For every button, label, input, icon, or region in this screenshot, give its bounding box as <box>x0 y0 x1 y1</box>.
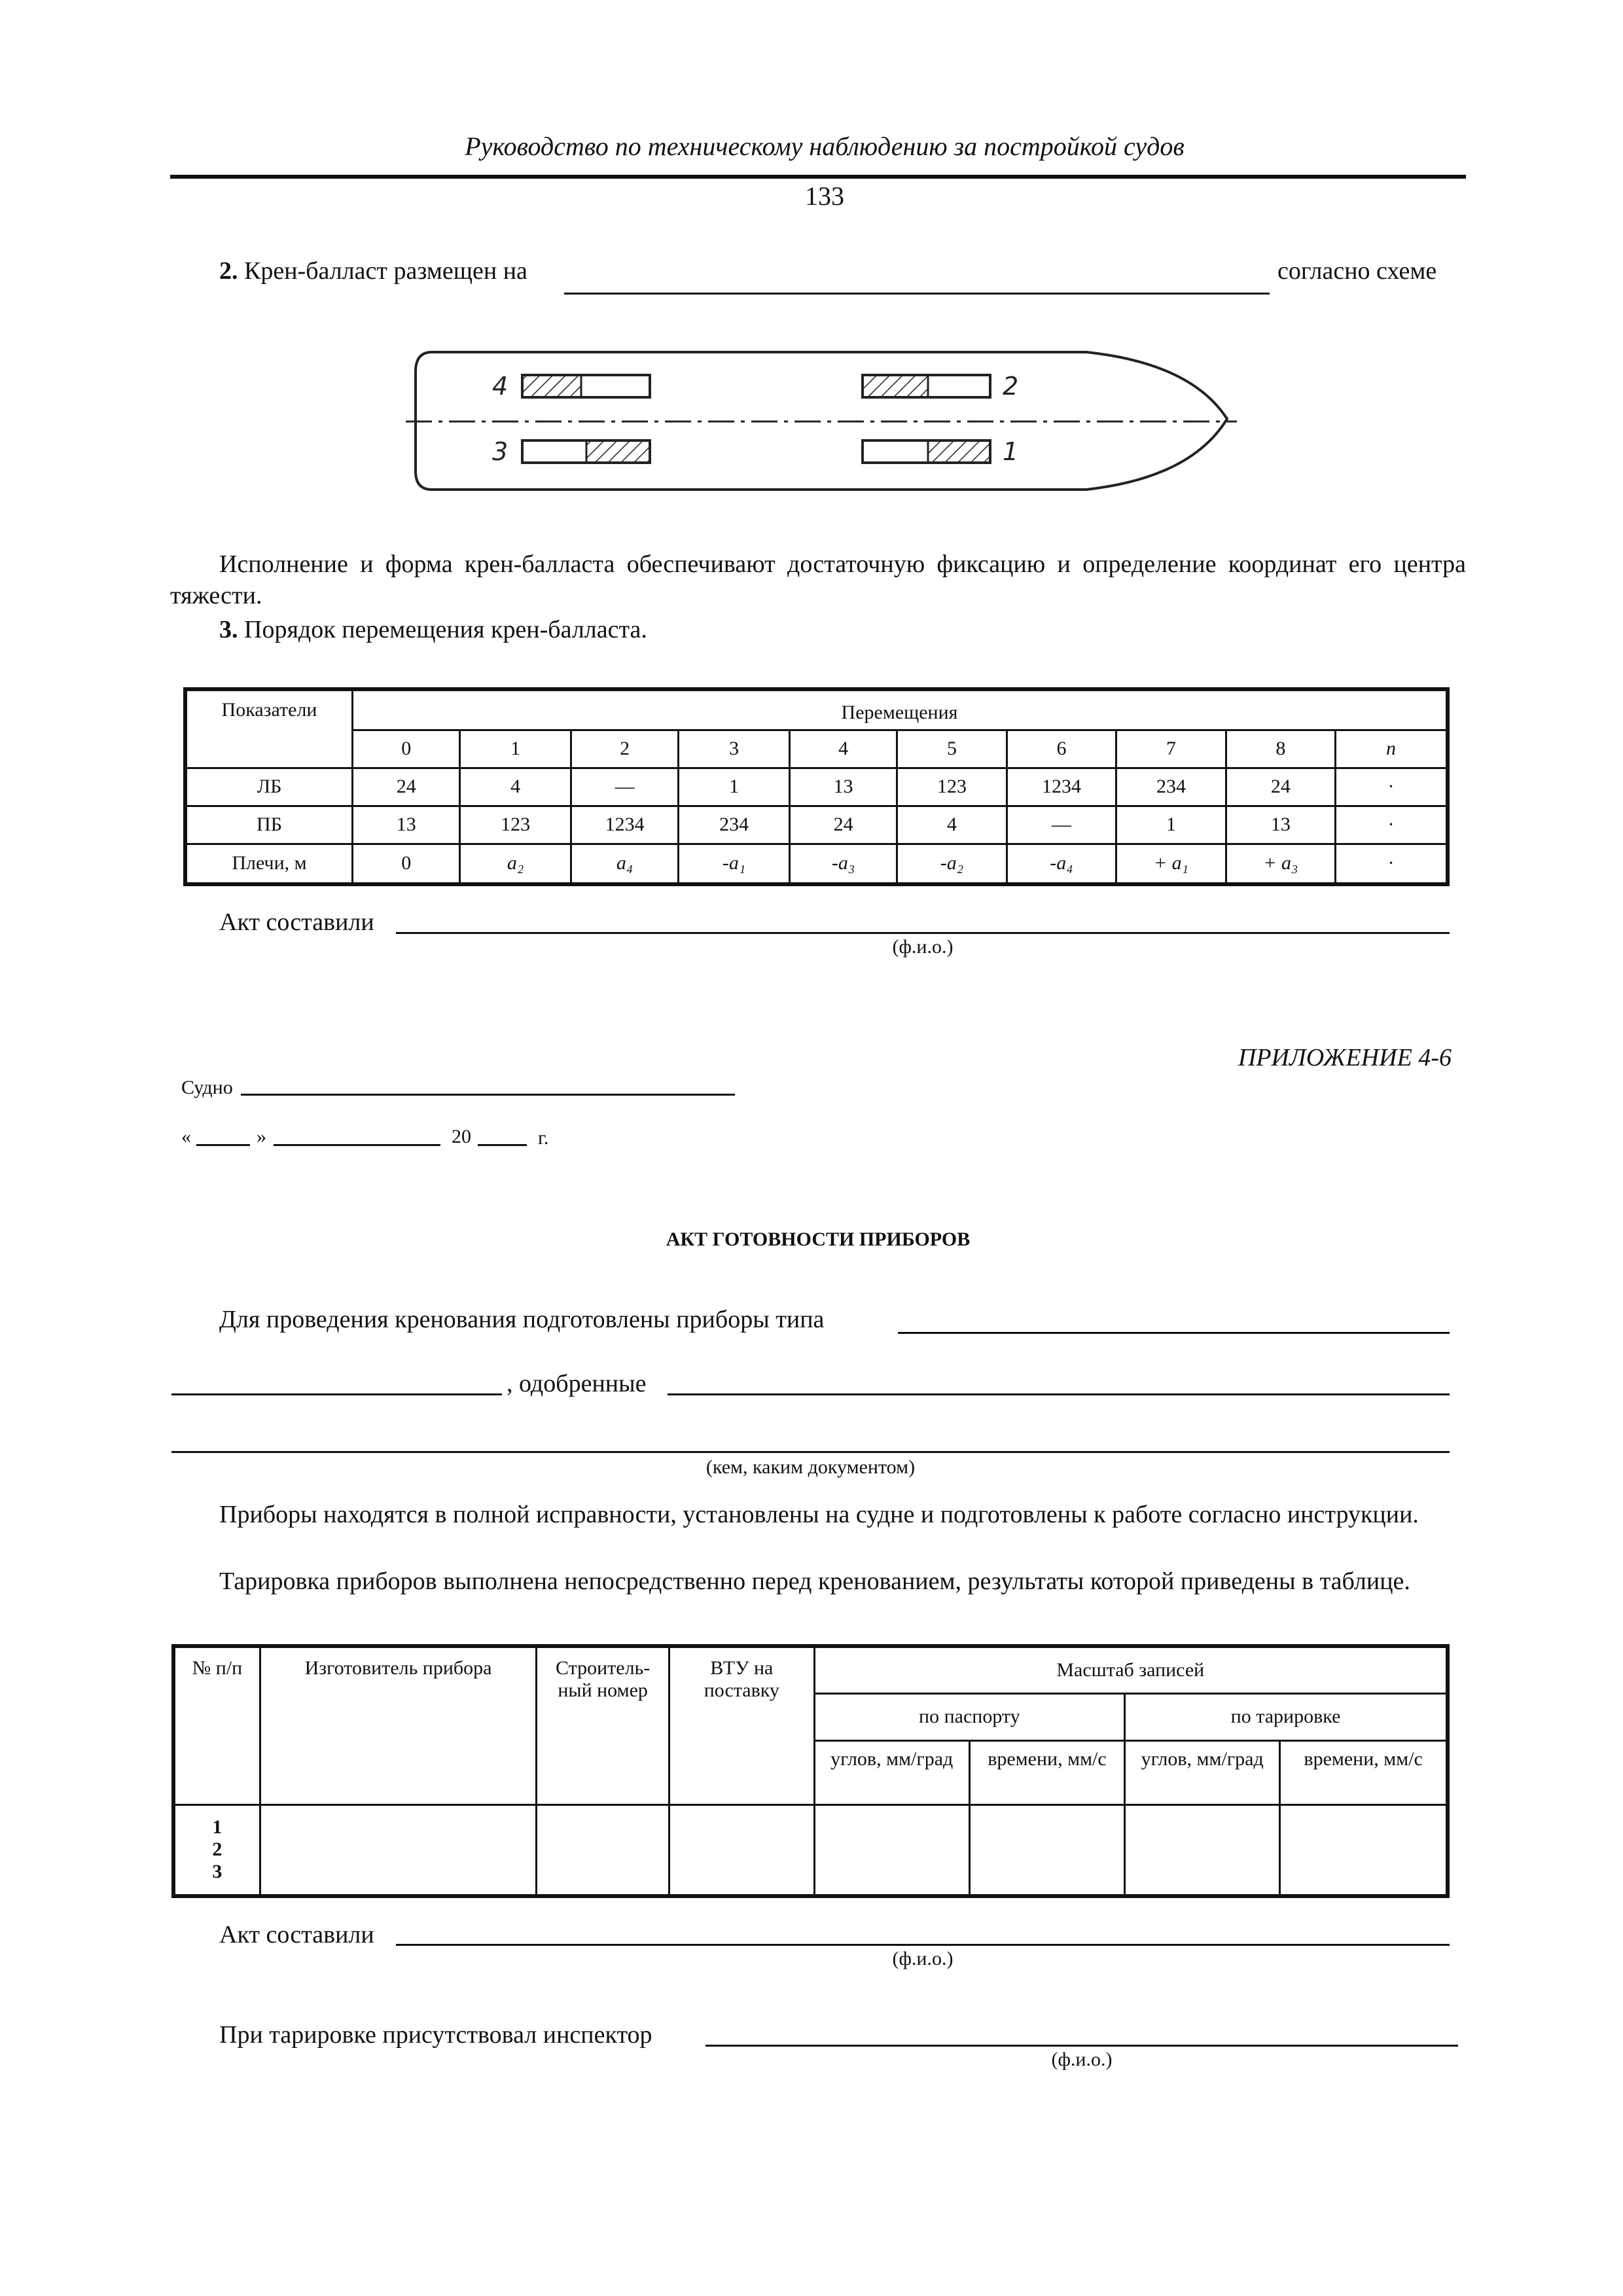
ballast-label-2: 2 <box>1003 372 1019 401</box>
table1-cell: · <box>1336 768 1448 806</box>
table2-cell <box>1125 1804 1280 1896</box>
table2-cell <box>969 1804 1124 1896</box>
signature-1-caption: (ф.и.о.) <box>892 936 954 958</box>
table1-cell: 4 <box>897 806 1007 844</box>
instruments-line-1: Для проведения кренования подготовлены приборы типа <box>219 1306 825 1333</box>
instruments-doc-caption: (кем, каким документом) <box>705 1456 916 1478</box>
section-2-suffix: согласно схеме <box>1277 257 1437 285</box>
instruments-approved-label: , одобренные <box>507 1370 647 1397</box>
section-2-text <box>219 255 527 287</box>
table2-header-time: времени, мм/с <box>1280 1740 1448 1804</box>
section-3-text <box>219 614 647 645</box>
signature-2-label: Акт составили <box>219 1921 374 1948</box>
table2-cell <box>669 1804 815 1896</box>
table1-cell: + a₁ <box>1116 844 1226 884</box>
table2-row-number: 3 <box>212 1861 223 1883</box>
ballast-label-4: 4 <box>492 372 508 401</box>
instruments-type-line <box>898 1332 1450 1334</box>
table2-cell <box>814 1804 969 1896</box>
table1-cell: — <box>1007 806 1116 844</box>
ballast-box-1-hatched <box>928 440 990 463</box>
table1-cell: a₄ <box>571 844 679 884</box>
table1-cell: 24 <box>353 768 460 806</box>
table2-header-time: времени, мм/с <box>969 1740 1124 1804</box>
table2-header-serial: Строитель-ный номер <box>537 1646 669 1804</box>
table1-cell: -a₂ <box>897 844 1007 884</box>
table1-row-label: Плечи, м <box>185 844 353 884</box>
ballast-label-1: 1 <box>1003 437 1019 466</box>
ballast-box-3-hatched <box>586 440 650 463</box>
table1-cell: 24 <box>789 806 897 844</box>
table2-cell <box>260 1804 536 1896</box>
ballast-box-2-hatched <box>863 375 928 397</box>
table1-col: 7 <box>1116 730 1226 768</box>
signature-3-line <box>705 2045 1458 2047</box>
table1-col: 8 <box>1226 730 1335 768</box>
table1-cell: 1234 <box>1007 768 1116 806</box>
section-2-number: 2. <box>219 257 238 285</box>
table1-col: 4 <box>789 730 897 768</box>
table1-col: n <box>1336 730 1448 768</box>
signature-1-label: Акт составили <box>219 908 374 936</box>
signature-2-caption: (ф.и.о.) <box>892 1948 954 1969</box>
header-rule <box>170 175 1466 179</box>
table2-cell <box>537 1804 669 1896</box>
date-day-line <box>196 1144 250 1146</box>
act-title: АКТ ГОТОВНОСТИ ПРИБОРОВ <box>666 1229 971 1250</box>
table2-header-calibration: по тарировке <box>1125 1693 1448 1740</box>
table2-row-number: 1 <box>212 1816 223 1839</box>
table1-group-header: Перемещения <box>353 689 1448 730</box>
date-month-line <box>274 1144 440 1146</box>
table1-col: 6 <box>1007 730 1116 768</box>
section-3-label: Порядок перемещения крен-балласта. <box>244 616 647 643</box>
paragraph-instruments-ready: Приборы находятся в полной исправности, установлены на судне и подготовлены к работе согласно инструкции. <box>219 1501 1419 1528</box>
page-number: 133 <box>805 181 844 211</box>
table2-header-num: № п/п <box>173 1646 260 1804</box>
table1-cell: -a₃ <box>789 844 897 884</box>
table2-header-maker: Изготовитель прибора <box>260 1646 536 1804</box>
instruments-approved-line <box>668 1393 1450 1395</box>
page-header-title: Руководство по техническому наблюдению за постройкой судов <box>465 132 1185 161</box>
table1-row-header: Показатели <box>185 689 353 768</box>
table1-cell: -a₄ <box>1007 844 1116 884</box>
table1-col: 0 <box>353 730 460 768</box>
ballast-box-4-hatched <box>522 375 581 397</box>
ballast-label-3: 3 <box>492 437 508 466</box>
table1-col: 2 <box>571 730 679 768</box>
table1-cell: 13 <box>353 806 460 844</box>
table1-cell: 1 <box>1116 806 1226 844</box>
signature-1-line <box>396 932 1450 934</box>
table2-row-numbers <box>173 1804 260 1896</box>
table2-header-angle: углов, мм/град <box>1125 1740 1280 1804</box>
appendix-label: ПРИЛОЖЕНИЕ 4-6 <box>1238 1044 1452 1071</box>
vessel-label: Судно <box>181 1077 233 1098</box>
date-close-quote: » <box>257 1126 266 1147</box>
table1-cell: + a₃ <box>1226 844 1335 884</box>
table2-header-vtu: ВТУ на поставку <box>669 1646 815 1804</box>
table1-cell: 13 <box>1226 806 1335 844</box>
table1-col: 1 <box>460 730 571 768</box>
table1-cell: 234 <box>1116 768 1226 806</box>
table1-cell: 123 <box>897 768 1007 806</box>
table1-cell: 123 <box>460 806 571 844</box>
table2-header-scale: Масштаб записей <box>814 1646 1448 1693</box>
table1-col: 5 <box>897 730 1007 768</box>
table1-row-label: ПБ <box>185 806 353 844</box>
table1-cell: · <box>1336 844 1448 884</box>
section-2-label: Крен-балласт размещен на <box>244 257 527 285</box>
table2-header-passport: по паспорту <box>814 1693 1124 1740</box>
paragraph-ballast-design: Исполнение и форма крен-балласта обеспечивают достаточную фиксацию и определение координат его центра тяжести. <box>170 550 1466 609</box>
ballast-scheme-diagram <box>393 340 1243 511</box>
date-year-line <box>478 1144 527 1146</box>
table1-cell: · <box>1336 806 1448 844</box>
instruments-type-line-2 <box>171 1393 502 1395</box>
table1-cell: 1 <box>679 768 789 806</box>
table1-cell: 24 <box>1226 768 1335 806</box>
ballast-movement-table <box>183 687 1450 886</box>
vessel-line <box>241 1094 735 1096</box>
table1-col: 3 <box>679 730 789 768</box>
table1-cell: — <box>571 768 679 806</box>
instruments-doc-line <box>171 1451 1450 1453</box>
table1-cell: 0 <box>353 844 460 884</box>
signature-2-line <box>396 1944 1450 1946</box>
date-open-quote: « <box>181 1126 191 1147</box>
calibration-table <box>171 1644 1450 1898</box>
table1-row-label: ЛБ <box>185 768 353 806</box>
table1-cell: 234 <box>679 806 789 844</box>
table1-cell: 4 <box>460 768 571 806</box>
ballast-location-line <box>564 293 1270 295</box>
signature-3-caption: (ф.и.о.) <box>1051 2049 1113 2070</box>
table1-cell: 13 <box>789 768 897 806</box>
table1-cell: -a₁ <box>679 844 789 884</box>
table2-cell <box>1280 1804 1448 1896</box>
table2-row-number: 2 <box>212 1839 223 1861</box>
signature-3-label: При тарировке присутствовал инспектор <box>219 2021 652 2049</box>
date-year-suffix: г. <box>538 1127 549 1149</box>
section-3-number: 3. <box>219 616 238 643</box>
table2-header-angle: углов, мм/град <box>814 1740 969 1804</box>
table1-cell: a₂ <box>460 844 571 884</box>
paragraph-calibration: Тарировка приборов выполнена непосредственно перед кренованием, результаты которой приведены в таблице. <box>219 1568 1410 1595</box>
date-year-prefix: 20 <box>452 1126 471 1147</box>
table1-cell: 1234 <box>571 806 679 844</box>
